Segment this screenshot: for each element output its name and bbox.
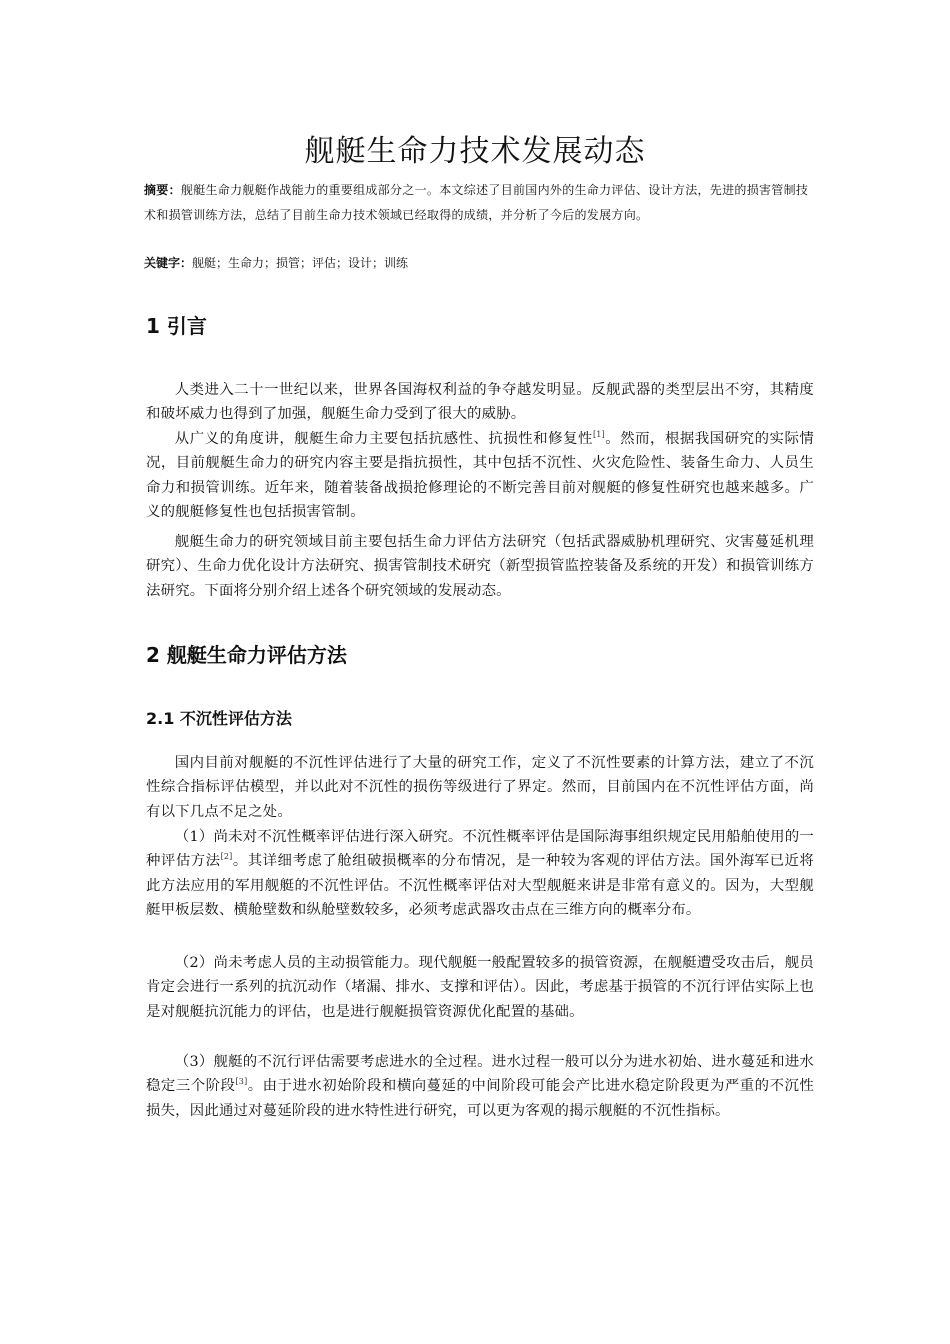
abstract-text: 舰艇生命力舰艇作战能力的重要组成部分之一。本文综述了目前国内外的生命力评估、设计方法，先进的损害管制技术和损管训练方法，总结了目前生命力技术领域已经取得的成绩，并分析了今后的发展方向。 [144, 183, 809, 222]
abstract [144, 178, 816, 228]
paper-title: 舰艇生命力技术发展动态 [304, 134, 646, 169]
paragraph: （2）尚未考虑人员的主动损管能力。现代舰艇一般配置较多的损管资源，在舰艇遭受攻击后，舰员肯定会进行一系列的抗沉动作（堵漏、排水、支撑和评估）。因此，考虑基于损管的不沉行评估实际上也是对舰艇抗沉能力的评估，也是进行舰艇损管资源优化配置的基础。 [146, 955, 814, 1020]
citation: [2] [220, 852, 233, 862]
abstract-label: 摘要： [144, 183, 181, 197]
paragraph-text: 。由于进水初始阶段和横向蔓延的中间阶段可能会产比进水稳定阶段更为严重的不沉性损失，因此通过对蔓延阶段的进水特性进行研究，可以更为客观的揭示舰艇的不沉性指标。 [146, 1078, 814, 1119]
keywords [144, 251, 816, 276]
paragraph-text: 。然而，根据我国研究的实际情况，目前舰艇生命力的研究内容主要是指抗损性，其中包括不沉性、火灾危险性、装备生命力、人员生命力和损管训练。近年来，随着装备战损抢修理论的不断完善目前对舰艇的修复性研究也越来越多。广义的舰艇修复性也包括损害管制。 [146, 431, 814, 521]
section-heading-introduction: 1 引言 [146, 314, 207, 338]
paragraph: 国内目前对舰艇的不沉性评估进行了大量的研究工作，定义了不沉性要素的计算方法，建立了不沉性综合指标评估模型，并以此对不沉性的损伤等级进行了界定。然而，目前国内在不沉性评估方面，尚有以下几点不足之处。 [146, 755, 814, 820]
paragraph [146, 427, 814, 525]
keywords-text: 舰艇；生命力；损管；评估；设计；训练 [192, 256, 409, 270]
citation: [3] [235, 1077, 248, 1087]
keywords-label: 关键字： [144, 256, 193, 270]
paragraph-text: 。其详细考虑了舱组破损概率的分布情况，是一种较为客观的评估方法。国外海军已近将此方法应用的军用舰艇的不沉性评估。不沉性概率评估对大型舰艇来讲是非常有意义的。因为，大型舰艇甲板层数、横舱壁数和纵舱壁数较多，必须考虑武器攻击点在三维方向的概率分布。 [146, 853, 814, 919]
paragraph: 舰艇生命力的研究领域目前主要包括生命力评估方法研究（包括武器威胁机理研究、灾害蔓延机理研究）、生命力优化设计方法研究、损害管制技术研究（新型损管监控装备及系统的开发）和损管训练方法研究。下面将分别介绍上述各个研究领域的发展动态。 [146, 534, 814, 599]
paragraph [146, 1050, 814, 1123]
paragraph: 人类进入二十一世纪以来，世界各国海权利益的争夺越发明显。反舰武器的类型层出不穷，其精度和破坏威力也得到了加强，舰艇生命力受到了很大的威胁。 [146, 382, 814, 423]
section-heading-evaluation: 2 舰艇生命力评估方法 [146, 643, 347, 667]
paragraph-text: （3）舰艇的不沉行评估需要考虑进水的全过程。进水过程一般可以分为进水初始、进水蔓延和进水稳定三个阶段 [146, 1054, 814, 1095]
paragraph [146, 825, 814, 923]
subsection-heading-unsinkability: 2.1 不沉性评估方法 [146, 709, 292, 728]
paragraph-text: 从广义的角度讲，舰艇生命力主要包括抗感性、抗损性和修复性 [174, 431, 593, 447]
paragraph-text: （1）尚未对不沉性概率评估进行深入研究。不沉性概率评估是国际海事组织规定民用船舶使用的一种评估方法 [146, 829, 814, 870]
citation: [1] [592, 430, 605, 440]
